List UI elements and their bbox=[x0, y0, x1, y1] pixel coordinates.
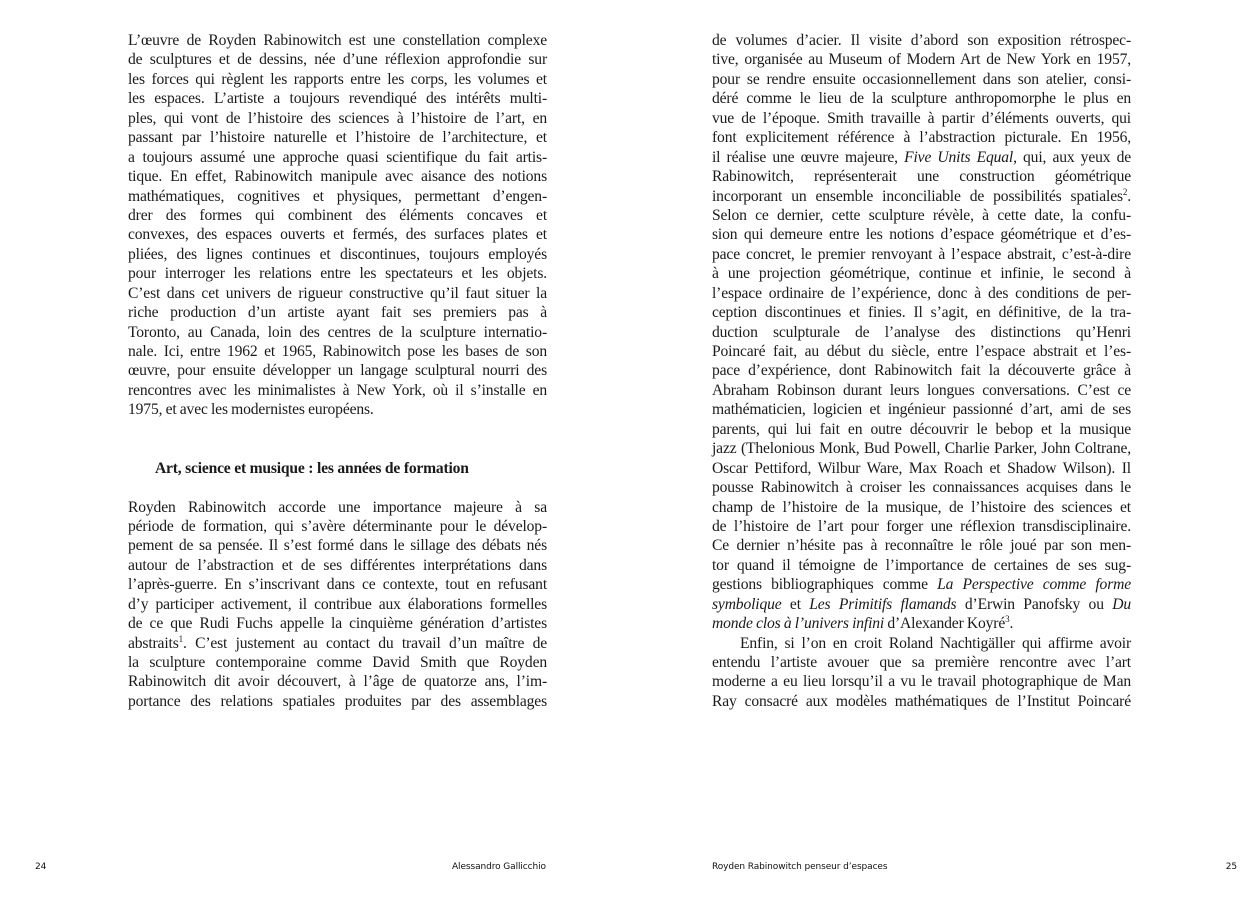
text-line: convexes, des espaces ouverts et fermés, des surfaces plates et bbox=[128, 226, 547, 244]
intro-paragraph bbox=[128, 31, 547, 420]
smith-paragraph bbox=[712, 31, 1131, 634]
text-line: pour se rendre ensuite occasionnellement dans son atelier, consi- bbox=[712, 70, 1131, 88]
text-line: Abraham Robinson durant leurs longues conversations. C’est ce bbox=[712, 381, 1131, 399]
text-line: Oscar Pettiford, Wilbur Ware, Max Roach et Shadow Wilson). Il bbox=[712, 459, 1131, 477]
text-fragment: et bbox=[781, 595, 810, 613]
text-line: mathématicien, logicien et ingénieur passionné d’art, ami de ses bbox=[712, 401, 1131, 419]
spacer bbox=[128, 420, 547, 439]
text-line: tive, organisée au Museum of Modern Art de New York en 1957, bbox=[712, 51, 1131, 69]
text-line: déré comme le lieu de la sculpture anthropomorphe le plus en bbox=[712, 90, 1131, 108]
book-title: La Perspective comme forme bbox=[937, 576, 1131, 594]
text-line: pour interroger les relations entre les spectateurs et les objets. bbox=[128, 265, 547, 283]
left-text-column bbox=[128, 31, 547, 711]
footnote-ref-3[interactable]: 3 bbox=[1005, 614, 1010, 625]
text-fragment: d’Alexander Koyré bbox=[884, 615, 1006, 633]
text-line: 1975, et avec les modernistes européens. bbox=[128, 401, 374, 419]
text-line: de sculptures et de dessins, née d’une réflexion approfondie sur bbox=[128, 51, 547, 69]
footnote-ref-1[interactable]: 1 bbox=[178, 633, 183, 644]
text-line: mathématiques, cognitives et physiques, permettant d’engen- bbox=[128, 187, 547, 205]
text-fragment: . bbox=[1127, 187, 1131, 205]
text-line: pace concret, le premier renvoyant à l’espace abstrait, c’est-à-dire bbox=[712, 245, 1131, 263]
spacer bbox=[128, 439, 547, 458]
text-line: riche production d’un artiste ayant fait ses premiers pas à bbox=[128, 304, 547, 322]
text-line: Ce dernier n’hésite pas à reconnaître le rôle joué par son men- bbox=[712, 537, 1131, 555]
text-line: tor quand il témoigne de l’importance de certaines de ses sug- bbox=[712, 556, 1131, 574]
text-line: les forces qui règlent les rapports entre les corps, les volumes et bbox=[128, 70, 547, 88]
text-line: parents, qui lui fait en outre découvrir le bebop et la musique bbox=[712, 420, 1131, 438]
book-title: symbolique bbox=[712, 595, 782, 613]
page-number: 24 bbox=[35, 862, 47, 872]
text-line: d’y participer activement, il contribue aux élaborations formelles bbox=[128, 595, 547, 613]
text-line: l’après-guerre. En s’inscrivant dans ce contexte, tout en refusant bbox=[128, 576, 547, 594]
section-heading: Art, science et musique : les années de formation bbox=[155, 459, 469, 477]
text-fragment: abstraits bbox=[128, 634, 179, 652]
text-line: L’œuvre de Royden Rabinowitch est une constellation complexe bbox=[128, 32, 547, 49]
running-head-title: Royden Rabinowitch penseur d’espaces bbox=[712, 862, 888, 872]
text-line: Poincaré fait, au début du siècle, entre l’espace abstrait et l’es- bbox=[712, 343, 1131, 360]
text-line: l’espace ordinaire de l’expérience, donc à des conditions de per- bbox=[712, 284, 1131, 302]
text-line: rencontres avec les minimalistes à New York, où il s’installe en bbox=[128, 381, 547, 399]
text-line: Selon ce dernier, cette sculpture révèle, à cette date, la confu- bbox=[712, 206, 1131, 224]
text-line: pliées, des lignes continues et discontinues, toujours employés bbox=[128, 245, 547, 263]
text-line: Toronto, au Canada, loin des centres de la sculpture internatio- bbox=[128, 323, 547, 341]
text-line: Enfin, si l’on en croit Roland Nachtigäller qui affirme avoir bbox=[740, 634, 1131, 652]
text-line: œuvre, pour ensuite développer un langage sculptural nourri des bbox=[128, 362, 547, 380]
text-fragment: gestions bibliographiques comme bbox=[712, 576, 938, 594]
text-line: les espaces. L’artiste a toujours revendiqué des intérêts multi- bbox=[128, 90, 547, 108]
artwork-title: Five Units Equal bbox=[904, 148, 1014, 166]
text-line bbox=[712, 614, 1131, 633]
text-line: tique. En effet, Rabinowitch manipule avec aisance des notions bbox=[128, 168, 547, 186]
footnote-ref-2[interactable]: 2 bbox=[1122, 186, 1128, 197]
text-line: à une projection géométrique, continue et infinie, le second à bbox=[712, 265, 1131, 283]
text-line: a toujours assumé une approche quasi scientifique du fait artis- bbox=[128, 148, 547, 166]
text-line: jazz (Thelonious Monk, Bud Powell, Charlie Parker, John Coltrane, bbox=[712, 440, 1131, 458]
text-line: période de formation, qui s’avère déterminante pour le dévelop- bbox=[128, 517, 547, 535]
text-line: champ de l’histoire de la musique, de l’histoire des sciences et bbox=[712, 498, 1131, 516]
text-line: autour de l’abstraction et de ses différentes interprétations dans bbox=[128, 556, 547, 574]
text-line bbox=[712, 595, 1131, 614]
text-line: Rabinowitch, représenterait une construction géométrique bbox=[712, 168, 1131, 186]
text-line: portance des relations spatiales produites par des assemblages bbox=[128, 692, 547, 710]
text-line bbox=[712, 187, 1131, 206]
text-fragment: incorporant un ensemble inconciliable de possibilités spatiales bbox=[712, 187, 1123, 205]
right-page bbox=[629, 0, 1259, 904]
text-line: de l’histoire de l’art pour forger une réflexion transdisciplinaire. bbox=[712, 517, 1131, 535]
text-line: C’est dans cet univers de rigueur constructive qu’il faut situer la bbox=[128, 284, 547, 302]
text-line: ception discontinues et finies. Il s’agit, en définitive, de la tra- bbox=[712, 304, 1131, 322]
text-line: pousse Rabinowitch à croiser les connaissances acquises dans le bbox=[712, 479, 1131, 497]
book-title: Du bbox=[1112, 595, 1131, 613]
left-page bbox=[0, 0, 629, 904]
formation-paragraph bbox=[128, 498, 547, 712]
text-line: de volumes d’acier. Il visite d’abord son exposition rétrospec- bbox=[712, 32, 1131, 49]
text-line bbox=[712, 575, 1131, 594]
text-line: Royden Rabinowitch accorde une importance majeure à sa bbox=[128, 498, 547, 516]
nachtigaller-paragraph bbox=[712, 634, 1131, 712]
text-line bbox=[712, 148, 1131, 167]
text-line bbox=[128, 634, 547, 653]
text-line: entendu l’artiste avouer que sa première rencontre avec l’art bbox=[712, 654, 1131, 671]
text-fragment: il réalise une œuvre majeure, bbox=[712, 148, 905, 166]
text-line: de ce que Rudi Fuchs appelle la cinquième génération d’artistes bbox=[128, 615, 547, 633]
text-line: moderne a eu lieu lorsqu’il a vu le travail photographique de Man bbox=[712, 673, 1131, 691]
text-line: Ray consacré aux modèles mathématiques de l’Institut Poincaré bbox=[712, 692, 1131, 710]
book-title: Les Primitifs flamands bbox=[809, 595, 957, 613]
text-line: vue de l’époque. Smith travaille à partir d’éléments ouverts, qui bbox=[712, 109, 1131, 127]
text-line: ples, qui vont de l’histoire des sciences à l’histoire de l’art, en bbox=[128, 109, 547, 127]
text-line: sion qui demeure entre les notions d’espace géométrique et d’es- bbox=[712, 226, 1131, 244]
text-line: duction sculpturale de l’analyse des distinctions qu’Henri bbox=[712, 323, 1131, 341]
right-text-column bbox=[712, 31, 1131, 711]
text-fragment: . bbox=[1009, 615, 1014, 633]
running-head-author: Alessandro Gallicchio bbox=[452, 862, 546, 872]
text-line: passant par l’histoire naturelle et l’histoire de l’architecture, et bbox=[128, 129, 547, 147]
text-line: pace d’expérience, dont Rabinowitch fait la découverte grâce à bbox=[712, 362, 1131, 380]
text-fragment: , qui, aux yeux de bbox=[1013, 148, 1131, 166]
book-title: monde clos à l’univers infini bbox=[712, 615, 885, 633]
page-number: 25 bbox=[1225, 862, 1237, 872]
text-line: font explicitement référence à l’abstraction picturale. En 1956, bbox=[712, 129, 1131, 147]
text-fragment: d’Erwin Panofsky ou bbox=[956, 595, 1113, 613]
spacer bbox=[128, 478, 547, 497]
text-line: Rabinowitch dit avoir découvert, à l’âge de quatorze ans, l’im- bbox=[128, 673, 547, 691]
text-line: pement de sa pensée. Il s’est formé dans le sillage des débats nés bbox=[128, 537, 547, 555]
text-line: la sculpture contemporaine comme David Smith que Royden bbox=[128, 654, 547, 671]
text-fragment: . C’est justement au contact du travail d’un maître de bbox=[182, 634, 547, 652]
text-line: nale. Ici, entre 1962 et 1965, Rabinowitch pose les bases de son bbox=[128, 343, 547, 360]
text-line: drer des formes qui combinent des éléments concaves et bbox=[128, 206, 547, 224]
